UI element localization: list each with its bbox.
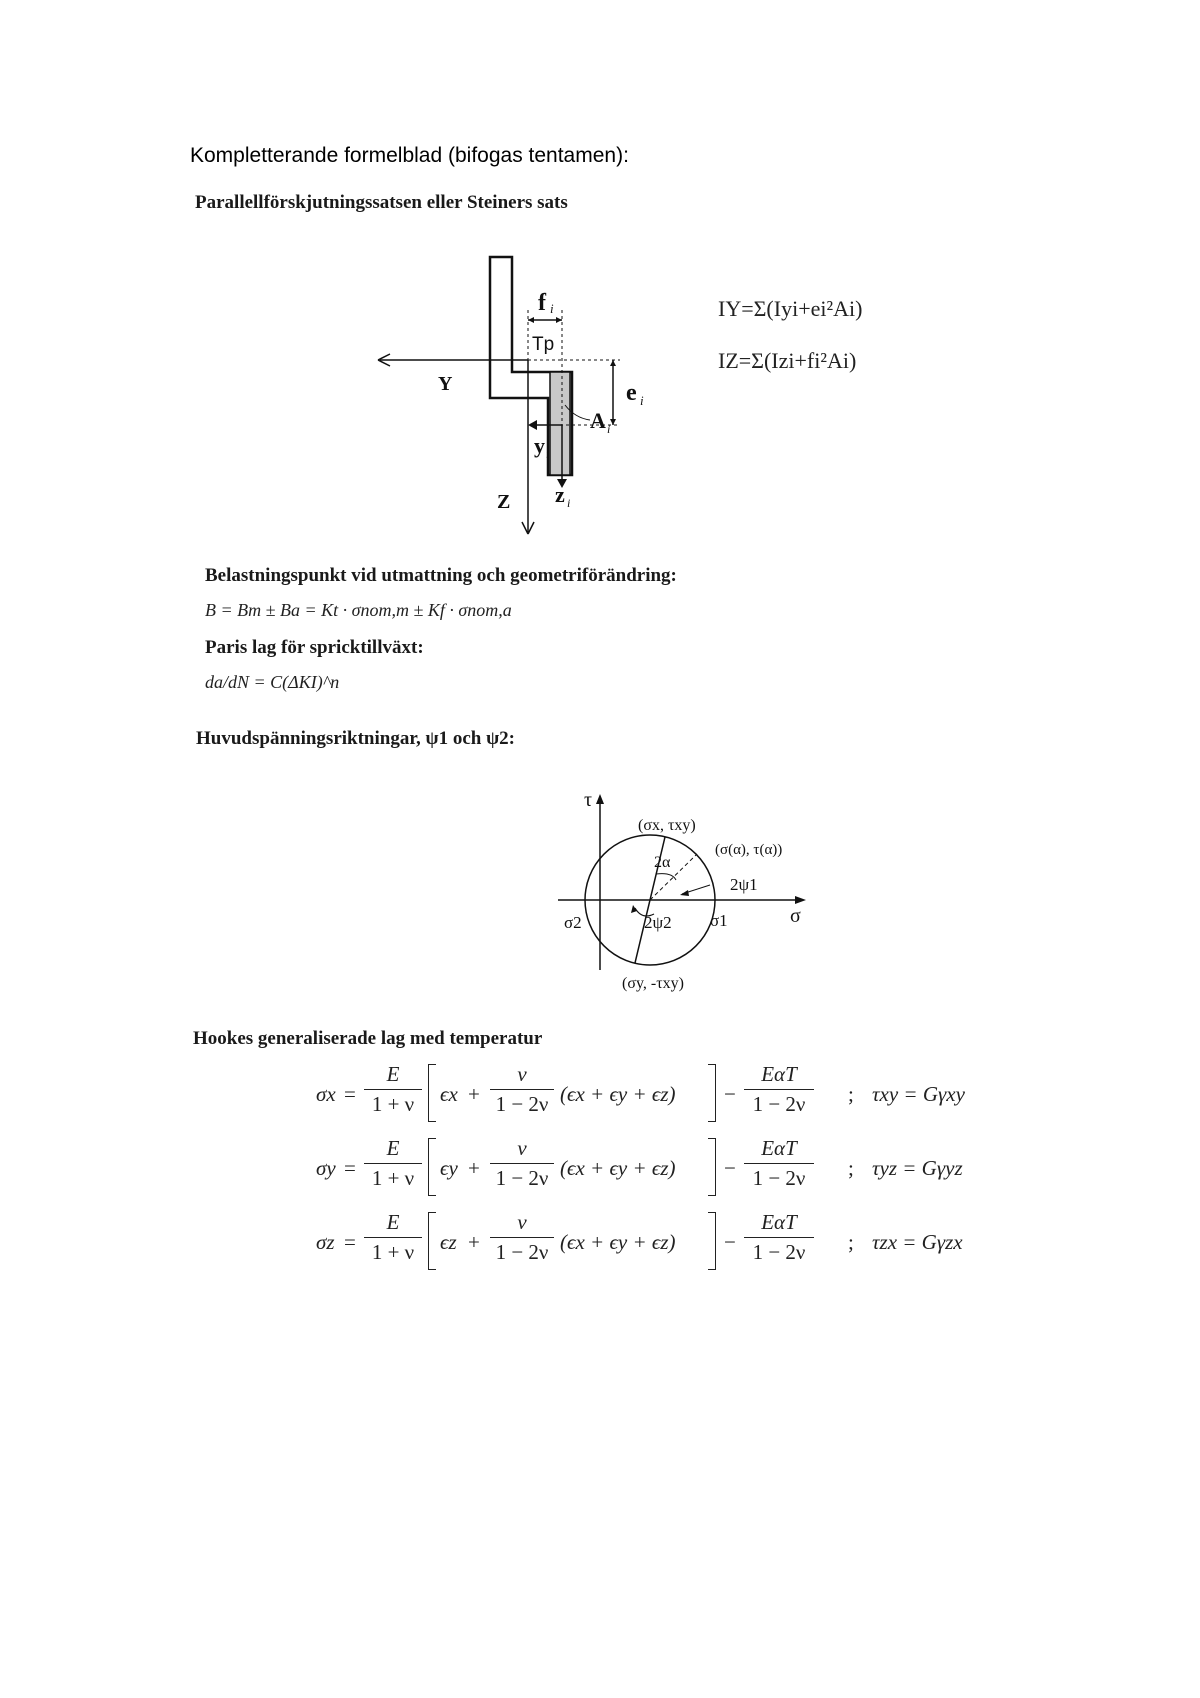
fraction-nu: ν 1 − 2ν (490, 1062, 554, 1117)
label-two-alpha: 2α (654, 854, 671, 871)
label-bottom-point: (σy, -τxy) (622, 975, 684, 992)
label-two-psi2: 2ψ2 (644, 913, 672, 932)
label-yi: y (534, 433, 545, 458)
mohr-circle-figure (550, 790, 830, 1000)
label-ai: A (590, 408, 606, 433)
label-sigma1: σ1 (710, 911, 728, 930)
area-ai-shade (550, 372, 570, 475)
steiner-figure (400, 240, 700, 530)
hooke-lhs: σy (316, 1156, 336, 1180)
fraction-eat: EαT 1 − 2ν (744, 1136, 814, 1191)
paris-heading: Paris lag för spricktillväxt: (205, 637, 424, 658)
label-zi-sub: i (567, 496, 571, 510)
fraction-eat: EαT 1 − 2ν (744, 1210, 814, 1265)
fraction-eat: EαT 1 − 2ν (744, 1062, 814, 1117)
principal-heading: Huvudspänningsriktningar, ψ1 och ψ2: (196, 728, 515, 749)
label-yi-sub: i (546, 447, 550, 461)
label-alpha-point: (σ(α), τ(α)) (715, 842, 783, 858)
hooke-row-x: σx = E 1 + ν ϵx + ν 1 − 2ν (ϵx + ϵy + ϵz) − EαT 1 − 2ν ; τxy = Gγxy (310, 1062, 990, 1126)
shear-relation: τxy = Gγxy (872, 1082, 965, 1106)
label-e: e (626, 380, 637, 406)
fatigue-formula: B = Bm ± Ba = Kt · σnom,m ± Kf · σnom,a (205, 600, 512, 620)
label-f: f (538, 290, 546, 316)
hooke-heading: Hookes generaliserade lag med temperatur (193, 1028, 543, 1049)
label-sigma2: σ2 (564, 913, 582, 932)
hooke-lhs: σz (316, 1230, 335, 1254)
hooke-row-z: σz = E 1 + ν ϵz + ν 1 − 2ν (ϵx + ϵy + ϵz) − EαT 1 − 2ν ; τzx = Gγzx (310, 1210, 990, 1274)
page-title: Kompletterande formelblad (bifogas tentamen): (190, 144, 629, 167)
fraction-e: E 1 + ν (364, 1062, 422, 1117)
fraction-nu: ν 1 − 2ν (490, 1136, 554, 1191)
label-y-axis: Y (438, 373, 453, 395)
label-sigma: σ (790, 905, 801, 927)
label-f-sub: i (550, 301, 554, 316)
shear-relation: τzx = Gγzx (872, 1230, 963, 1254)
label-z-axis: Z (497, 491, 511, 513)
shear-relation: τyz = Gγyz (872, 1156, 963, 1180)
hooke-row-y: σy = E 1 + ν ϵy + ν 1 − 2ν (ϵx + ϵy + ϵz) − EαT 1 − 2ν ; τyz = Gγyz (310, 1136, 990, 1200)
label-two-psi1: 2ψ1 (730, 875, 758, 894)
fatigue-heading: Belastningspunkt vid utmattning och geometriförändring: (205, 565, 677, 586)
steiner-heading: Parallellförskjutningssatsen eller Steiners sats (195, 192, 568, 213)
hooke-lhs: σx (316, 1082, 336, 1106)
fraction-e: E 1 + ν (364, 1210, 422, 1265)
fraction-nu: ν 1 − 2ν (490, 1210, 554, 1265)
label-zi: z (555, 482, 565, 507)
label-e-sub: i (640, 393, 644, 408)
label-top-point: (σx, τxy) (638, 817, 696, 834)
label-tp: Tp (532, 334, 555, 355)
steiner-formula-iy: IY=Σ(Iyi+ei²Ai) (718, 296, 863, 321)
fraction-e: E 1 + ν (364, 1136, 422, 1191)
paris-formula: da/dN = C(ΔKI)^n (205, 672, 340, 692)
label-ai-sub: i (607, 422, 611, 436)
steiner-formula-iz: IZ=Σ(Izi+fi²Ai) (718, 348, 857, 373)
label-tau: τ (584, 789, 593, 811)
